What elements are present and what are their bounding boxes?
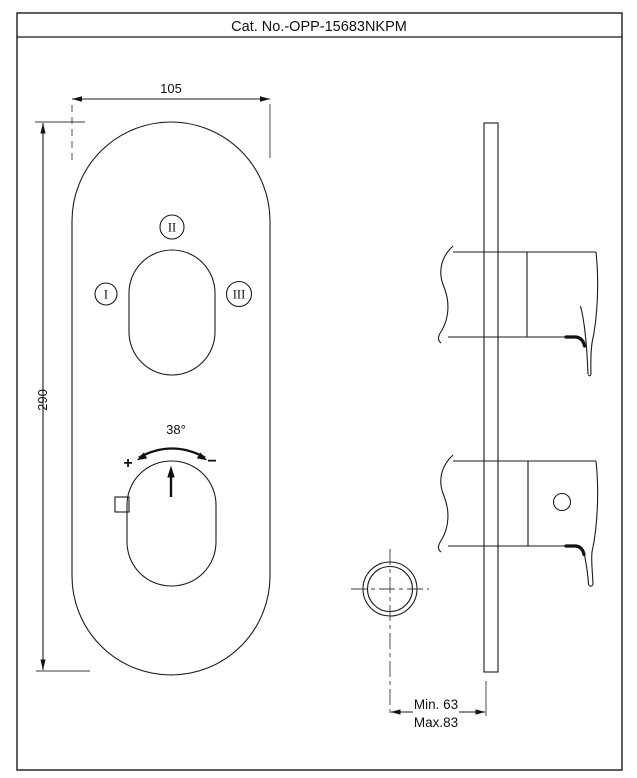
dim-arrowhead <box>391 709 401 714</box>
port-II-label: II <box>167 220 177 235</box>
faceplate-outline <box>72 122 270 675</box>
dim-arrowhead <box>476 709 486 714</box>
dim-arrowhead <box>40 660 45 671</box>
dim-arrowhead <box>72 96 82 101</box>
minus-label: − <box>207 453 217 470</box>
port-I-label: I <box>103 287 109 302</box>
dimension-height <box>35 122 90 671</box>
catalog-number: Cat. No.-OPP-15683NKPM <box>231 19 407 35</box>
depth-min-label: Min. 63 <box>413 697 459 712</box>
inlet-pipe <box>351 549 429 716</box>
drawing-border <box>17 13 622 770</box>
dim-arrowhead <box>260 96 270 101</box>
depth-max-label: Max.83 <box>413 715 459 730</box>
handle-lever-edge <box>585 555 589 585</box>
handle-button-hole <box>554 494 571 511</box>
rotation-arc-arrow <box>139 449 205 458</box>
rotation-angle-label: 38° <box>166 422 186 437</box>
upper-handle <box>438 246 597 376</box>
break-line <box>438 246 453 343</box>
lever-root <box>566 546 584 555</box>
width-dim-label: 105 <box>160 81 182 96</box>
front-view <box>35 81 270 675</box>
side-view <box>351 123 598 730</box>
handle-outer-edge <box>591 252 598 374</box>
port-III-label: III <box>232 287 246 302</box>
lever-tip <box>588 374 591 376</box>
knob-indicator-arrowhead <box>167 466 174 478</box>
dimension-depth <box>391 681 487 730</box>
lower-handle <box>438 455 597 586</box>
diverter-opening <box>129 250 215 375</box>
plus-label: + <box>123 455 133 472</box>
height-dim-label: 290 <box>35 389 50 411</box>
dimension-width <box>72 81 270 161</box>
break-line <box>438 455 453 552</box>
wall-plate <box>484 123 498 672</box>
dim-arrowhead <box>40 123 45 134</box>
lever-root <box>566 337 585 346</box>
lever-tip <box>589 585 594 587</box>
handle-outer-edge <box>592 461 598 585</box>
